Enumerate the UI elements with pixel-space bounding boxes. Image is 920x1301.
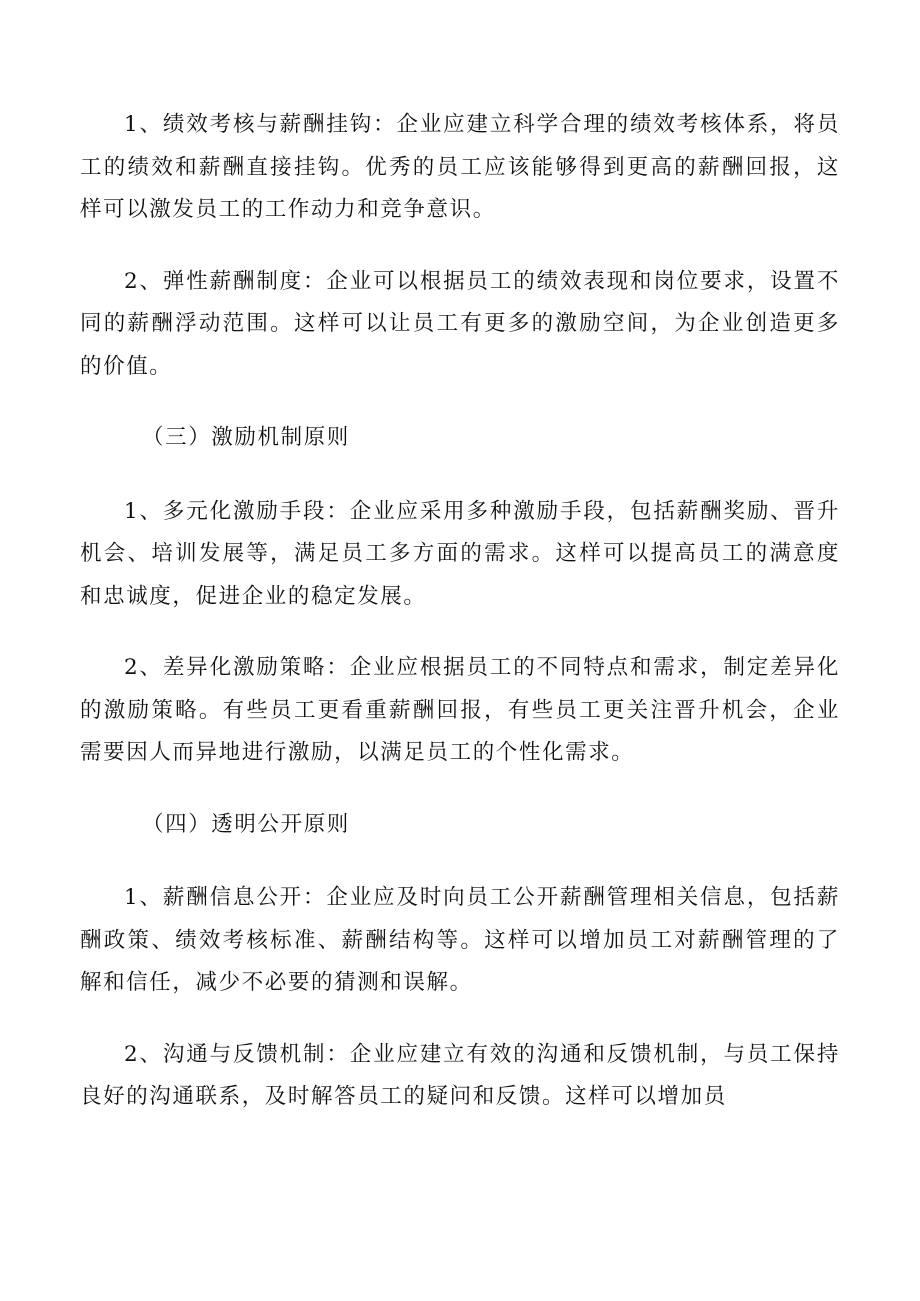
section-heading-incentive-principle: （三）激励机制原则 [142, 425, 350, 450]
section-heading-transparency-principle: （四）透明公开原则 [142, 811, 350, 837]
paragraph-differentiated-incentives: 2、差异化激励策略：企业应根据员工的不同特点和需求，制定差异化的激励策略。有些员工更看重薪酬回报，有些员工更关注晋升机会，企业需要因人而异地进行激励，以满足员工的个性化需求。 [80, 655, 840, 765]
paragraph-flexible-pay-system: 2、弹性薪酬制度：企业可以根据员工的绩效表现和岗位要求，设置不同的薪酬浮动范围。这样可以让员工有更多的激励空间，为企业创造更多的价值。 [80, 268, 840, 379]
paragraph-diversified-incentives: 1、多元化激励手段：企业应采用多种激励手段，包括薪酬奖励、晋升机会、培训发展等，满足员工多方面的需求。这样可以提高员工的满意度和忠诚度，促进企业的稳定发展。 [80, 498, 840, 609]
paragraph-pay-info-disclosure: 1、薪酬信息公开：企业应及时向员工公开薪酬管理相关信息，包括薪酬政策、绩效考核标准、薪酬结构等。这样可以增加员工对薪酬管理的了解和信任，减少不必要的猜测和误解。 [80, 885, 840, 995]
paragraph-communication-feedback: 2、沟通与反馈机制：企业应建立有效的沟通和反馈机制，与员工保持良好的沟通联系，及时解答员工的疑问和反馈。这样可以增加员 [80, 1041, 840, 1109]
paragraph-performance-pay-link: 1、绩效考核与薪酬挂钩：企业应建立科学合理的绩效考核体系，将员工的绩效和薪酬直接挂钩。优秀的员工应该能够得到更高的薪酬回报，这样可以激发员工的工作动力和竞争意识。 [80, 112, 840, 222]
